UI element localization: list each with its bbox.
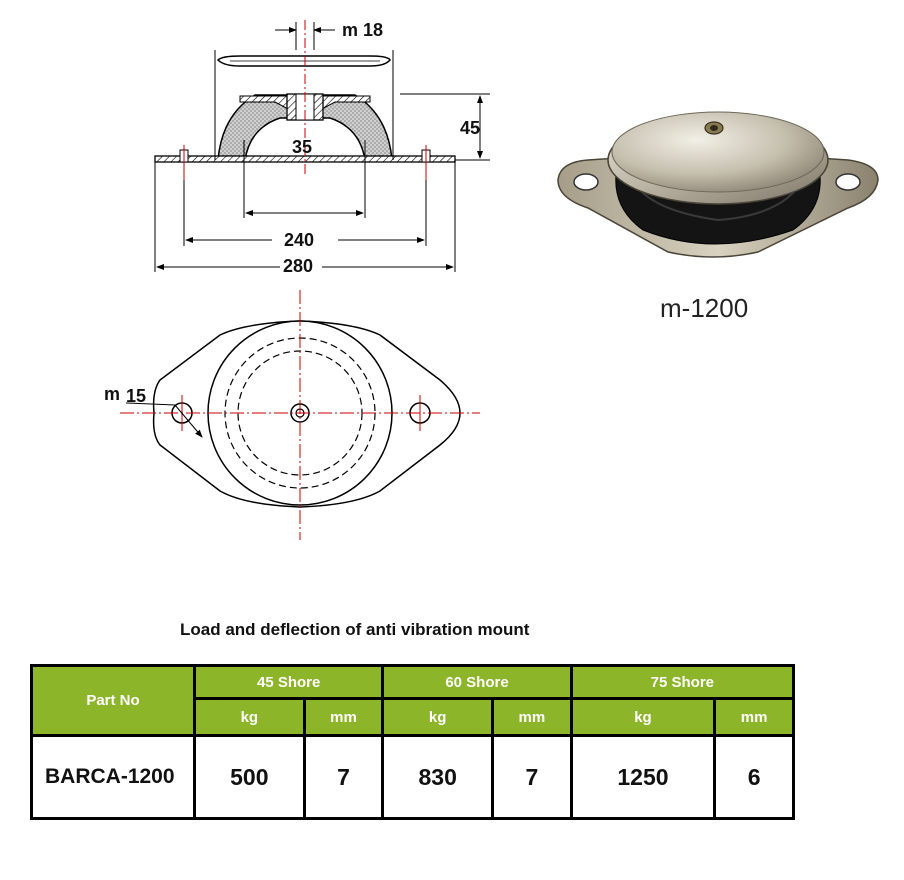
group-header-75-shore: 75 Shore — [571, 666, 793, 699]
table-row — [32, 736, 794, 819]
top-view-drawing — [90, 285, 500, 545]
value-cell: 500 — [195, 736, 305, 819]
group-header-60-shore: 60 Shore — [383, 666, 571, 699]
model-caption: m-1200 — [660, 293, 749, 323]
product-illustration — [548, 80, 888, 270]
dim-m15-prefix: m — [104, 384, 121, 404]
unit-header: kg — [195, 699, 305, 736]
unit-header: mm — [304, 699, 383, 736]
dim-35: 35 — [292, 137, 313, 157]
dim-m18: m 18 — [342, 20, 384, 40]
table-title: Load and deflection of anti vibration mount — [180, 620, 530, 639]
dim-280: 280 — [283, 256, 314, 276]
dim-240: 240 — [284, 230, 315, 250]
unit-header: kg — [383, 699, 493, 736]
dim-45: 45 — [460, 118, 481, 138]
part-number-cell: BARCA-1200 — [32, 736, 195, 819]
value-cell: 1250 — [571, 736, 715, 819]
unit-header: mm — [715, 699, 794, 736]
value-cell: 6 — [715, 736, 794, 819]
section-drawing — [0, 0, 520, 290]
part-no-header: Part No — [32, 666, 195, 736]
spec-table — [30, 664, 795, 820]
unit-header: mm — [493, 699, 572, 736]
value-cell: 7 — [493, 736, 572, 819]
unit-header: kg — [571, 699, 715, 736]
value-cell: 7 — [304, 736, 383, 819]
dim-m15-value: 15 — [126, 386, 147, 406]
value-cell: 830 — [383, 736, 493, 819]
group-header-45-shore: 45 Shore — [195, 666, 383, 699]
